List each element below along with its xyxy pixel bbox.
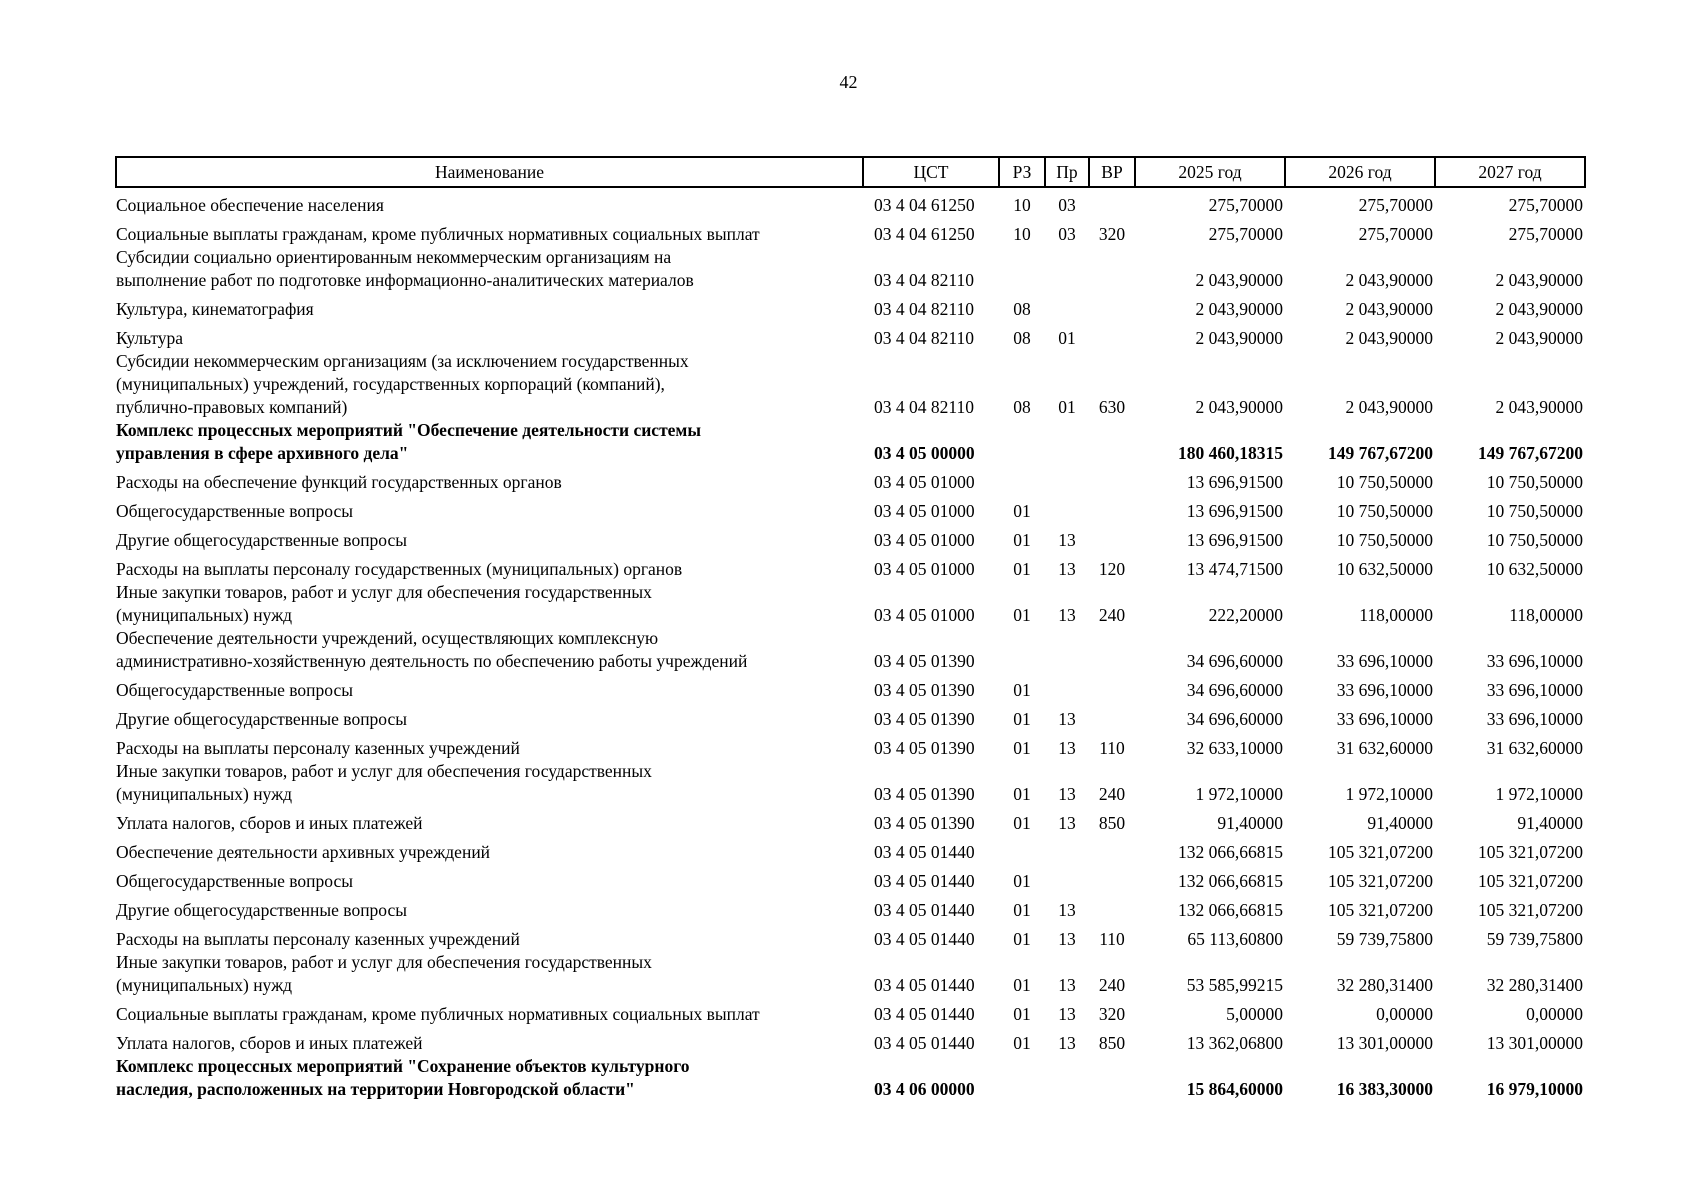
cell-rz: [999, 246, 1045, 292]
cell-y2026: 2 043,90000: [1345, 270, 1433, 290]
cell-y2025: 132 066,66815: [1178, 842, 1283, 862]
cell-y2025: 65 113,60800: [1187, 929, 1283, 949]
cell-y2027: 105 321,07200: [1478, 900, 1583, 920]
cell-name: [116, 419, 863, 465]
cell-name: [116, 523, 863, 552]
cell-y2026: 91,40000: [1367, 813, 1433, 833]
cell-pr: [1045, 292, 1089, 321]
table-row: [116, 760, 1585, 806]
table-row: [116, 494, 1585, 523]
cell-name: [116, 494, 863, 523]
table-row: [116, 864, 1585, 893]
cell-cst: 03 4 05 01390: [874, 784, 975, 804]
cell-rz: 01: [1013, 559, 1031, 579]
cell-name-line: Расходы на выплаты персоналу казенных учреждений: [116, 929, 520, 949]
cell-cst: 03 4 05 01440: [874, 975, 975, 995]
cell-y2027: 33 696,10000: [1486, 680, 1583, 700]
cell-name: [116, 552, 863, 581]
cell-cst: 03 4 05 01000: [874, 472, 975, 492]
cell-name-line: Субсидии социально ориентированным некоммерческим организациям на: [116, 247, 672, 267]
cell-vr: [1089, 673, 1135, 702]
cell-cst: 03 4 05 01440: [874, 900, 975, 920]
cell-pr: 13: [1058, 900, 1076, 920]
table-row: [116, 627, 1585, 673]
cell-y2026: 10 632,50000: [1336, 559, 1433, 579]
cell-rz: 08: [1013, 397, 1031, 417]
cell-rz: [999, 465, 1045, 494]
cell-name-line: Расходы на выплаты персоналу казенных учреждений: [116, 738, 520, 758]
cell-cst: 03 4 05 01000: [874, 530, 975, 550]
cell-pr: [1045, 1055, 1089, 1101]
cell-name: [116, 673, 863, 702]
cell-cst: 03 4 05 01390: [874, 738, 975, 758]
cell-rz: 01: [1013, 530, 1031, 550]
cell-y2026: 32 280,31400: [1336, 975, 1433, 995]
cell-y2027: 149 767,67200: [1478, 443, 1583, 463]
cell-y2025: 2 043,90000: [1195, 270, 1283, 290]
cell-rz: 01: [1013, 975, 1031, 995]
cell-vr: 110: [1099, 738, 1125, 758]
cell-y2027: 10 632,50000: [1486, 559, 1583, 579]
cell-cst: 03 4 05 01440: [874, 1033, 975, 1053]
cell-name: [116, 731, 863, 760]
cell-rz: 01: [1013, 680, 1031, 700]
cell-y2025: 34 696,60000: [1186, 709, 1283, 729]
page-number: 42: [839, 72, 858, 92]
cell-rz: 01: [1013, 1033, 1031, 1053]
cell-name-line: Другие общегосударственные вопросы: [116, 530, 408, 550]
cell-cst: 03 4 04 61250: [874, 195, 975, 215]
cell-y2025: 53 585,99215: [1186, 975, 1283, 995]
table-row: [116, 552, 1585, 581]
cell-name-line: Расходы на выплаты персоналу государственных (муниципальных) органов: [116, 559, 683, 579]
cell-cst: 03 4 05 01000: [874, 559, 975, 579]
cell-name-line: управления в сфере архивного дела": [116, 443, 409, 463]
cell-cst: 03 4 05 01390: [874, 813, 975, 833]
table-row: [116, 951, 1585, 997]
cell-y2025: 13 696,91500: [1186, 472, 1283, 492]
cell-y2025: 2 043,90000: [1195, 397, 1283, 417]
cell-rz: 01: [1013, 871, 1031, 891]
cell-cst: 03 4 05 01440: [874, 929, 975, 949]
cell-y2025: 275,70000: [1208, 195, 1283, 215]
cell-rz: 01: [1013, 709, 1031, 729]
cell-rz: [999, 419, 1045, 465]
cell-vr: [1089, 1055, 1135, 1101]
cell-vr: 240: [1098, 605, 1126, 625]
cell-y2027: 0,00000: [1526, 1004, 1583, 1024]
cell-y2026: 10 750,50000: [1336, 501, 1433, 521]
cell-y2025: 13 696,91500: [1186, 501, 1283, 521]
cell-name-line: Социальные выплаты гражданам, кроме публичных нормативных социальных выплат: [116, 1004, 760, 1024]
cell-name: [116, 835, 863, 864]
cell-name-line: Иные закупки товаров, работ и услуг для обеспечения государственных: [116, 761, 652, 781]
cell-name: [116, 1055, 863, 1101]
cell-rz: 01: [1013, 738, 1031, 758]
cell-cst: 03 4 05 01390: [874, 651, 975, 671]
cell-rz: 01: [1013, 1004, 1031, 1024]
cell-y2027: 91,40000: [1517, 813, 1583, 833]
cell-pr: [1045, 246, 1089, 292]
cell-name: [116, 187, 863, 217]
cell-name-line: (муниципальных) учреждений, государственных корпораций (компаний),: [116, 374, 665, 394]
cell-y2025: 2 043,90000: [1195, 328, 1283, 348]
cell-y2025: 132 066,66815: [1178, 900, 1283, 920]
table-row: [116, 673, 1585, 702]
cell-vr: 240: [1098, 784, 1126, 804]
cell-y2026: 33 696,10000: [1336, 709, 1433, 729]
cell-name-line: Расходы на обеспечение функций государственных органов: [116, 472, 562, 492]
cell-vr: [1089, 246, 1135, 292]
cell-name-line: Общегосударственные вопросы: [116, 501, 354, 521]
cell-y2026: 2 043,90000: [1345, 397, 1433, 417]
cell-y2025: 32 633,10000: [1186, 738, 1283, 758]
cell-y2026: 105 321,07200: [1328, 900, 1433, 920]
cell-name-line: Обеспечение деятельности архивных учреждений: [116, 842, 491, 862]
cell-y2027: 33 696,10000: [1486, 709, 1583, 729]
cell-pr: [1045, 419, 1089, 465]
cell-cst: 03 4 05 00000: [874, 443, 975, 463]
cell-y2025: 13 474,71500: [1186, 559, 1283, 579]
cell-y2025: 132 066,66815: [1178, 871, 1283, 891]
cell-pr: [1045, 673, 1089, 702]
cell-name-line: административно-хозяйственную деятельность по обеспечению работы учреждений: [116, 651, 748, 671]
cell-y2026: 118,00000: [1359, 605, 1433, 625]
table-row: [116, 702, 1585, 731]
cell-y2027: 1 972,10000: [1495, 784, 1583, 804]
cell-name: [116, 350, 863, 419]
table-row: [116, 523, 1585, 552]
cell-pr: 03: [1058, 224, 1076, 244]
cell-rz: 10: [1013, 224, 1031, 244]
cell-pr: [1045, 627, 1089, 673]
cell-vr: [1089, 893, 1135, 922]
cell-y2027: 2 043,90000: [1495, 299, 1583, 319]
table-row: [116, 997, 1585, 1026]
table-row: [116, 731, 1585, 760]
cell-pr: 13: [1058, 1004, 1076, 1024]
table-row: [116, 465, 1585, 494]
cell-pr: 03: [1058, 195, 1076, 215]
cell-vr: [1089, 292, 1135, 321]
cell-cst: 03 4 05 01440: [874, 871, 975, 891]
cell-name-line: (муниципальных) нужд: [116, 784, 293, 804]
cell-y2026: 2 043,90000: [1345, 299, 1433, 319]
cell-name-line: Социальное обеспечение населения: [116, 195, 384, 215]
cell-y2026: 149 767,67200: [1328, 443, 1433, 463]
table-body: [116, 187, 1585, 1101]
cell-pr: 13: [1058, 813, 1076, 833]
table-row: [116, 246, 1585, 292]
cell-name-line: Обеспечение деятельности учреждений, осуществляющих комплексную: [116, 628, 659, 648]
cell-name-line: публично-правовых компаний): [116, 397, 348, 417]
cell-name: [116, 922, 863, 951]
cell-pr: 13: [1058, 605, 1076, 625]
cell-y2027: 32 280,31400: [1486, 975, 1583, 995]
cell-pr: [1045, 465, 1089, 494]
cell-vr: 120: [1098, 559, 1126, 579]
cell-y2026: 105 321,07200: [1328, 842, 1433, 862]
cell-cst: 03 4 05 01440: [874, 1004, 975, 1024]
cell-y2026: 2 043,90000: [1345, 328, 1433, 348]
cell-name: [116, 292, 863, 321]
cell-y2025: 34 696,60000: [1186, 680, 1283, 700]
cell-y2027: 10 750,50000: [1486, 530, 1583, 550]
cell-name: [116, 864, 863, 893]
cell-cst: 03 4 05 01440: [874, 842, 975, 862]
cell-y2027: 10 750,50000: [1486, 501, 1583, 521]
column-header-cst: ЦСТ: [863, 157, 999, 187]
cell-pr: [1045, 864, 1089, 893]
cell-vr: 320: [1098, 224, 1126, 244]
cell-y2027: 33 696,10000: [1486, 651, 1583, 671]
cell-name-line: Другие общегосударственные вопросы: [116, 709, 408, 729]
cell-rz: 01: [1013, 929, 1031, 949]
column-header-rz: РЗ: [999, 157, 1045, 187]
column-header-2025: 2025 год: [1135, 157, 1285, 187]
cell-name-line: (муниципальных) нужд: [116, 605, 293, 625]
cell-y2026: 33 696,10000: [1336, 651, 1433, 671]
cell-y2025: 2 043,90000: [1195, 299, 1283, 319]
column-header-2027: 2027 год: [1435, 157, 1585, 187]
cell-y2027: 2 043,90000: [1495, 270, 1583, 290]
column-header-name: Наименование: [116, 157, 863, 187]
cell-name: [116, 627, 863, 673]
cell-y2027: 275,70000: [1508, 195, 1583, 215]
cell-y2025: 13 362,06800: [1186, 1033, 1283, 1053]
cell-cst: 03 4 05 01390: [874, 680, 975, 700]
cell-name: [116, 581, 863, 627]
table-row: [116, 321, 1585, 350]
cell-name: [116, 465, 863, 494]
cell-pr: [1045, 494, 1089, 523]
table-row: [116, 806, 1585, 835]
cell-name-line: Комплекс процессных мероприятий "Сохранение объектов культурного: [116, 1056, 690, 1076]
table-row: [116, 1055, 1585, 1101]
cell-name-line: Иные закупки товаров, работ и услуг для обеспечения государственных: [116, 952, 652, 972]
cell-y2026: 105 321,07200: [1328, 871, 1433, 891]
cell-y2026: 13 301,00000: [1336, 1033, 1433, 1053]
cell-pr: 01: [1058, 397, 1076, 417]
cell-name-line: наследия, расположенных на территории Новгородской области": [116, 1079, 635, 1099]
cell-name-line: Общегосударственные вопросы: [116, 680, 354, 700]
cell-vr: [1089, 627, 1135, 673]
cell-cst: 03 4 04 82110: [874, 397, 974, 417]
cell-y2025: 91,40000: [1217, 813, 1283, 833]
table-row: [116, 1026, 1585, 1055]
cell-pr: [1045, 835, 1089, 864]
cell-y2027: 13 301,00000: [1486, 1033, 1583, 1053]
cell-cst: 03 4 05 01000: [874, 605, 975, 625]
cell-name-line: Уплата налогов, сборов и иных платежей: [116, 1033, 423, 1053]
cell-pr: 13: [1058, 1033, 1076, 1053]
cell-name-line: (муниципальных) нужд: [116, 975, 293, 995]
cell-y2025: 222,20000: [1208, 605, 1283, 625]
cell-cst: 03 4 06 00000: [874, 1079, 975, 1099]
cell-pr: 13: [1058, 929, 1076, 949]
table-row: [116, 922, 1585, 951]
cell-y2026: 59 739,75800: [1336, 929, 1433, 949]
cell-name: [116, 217, 863, 246]
column-header-vr: ВР: [1089, 157, 1135, 187]
cell-rz: 08: [1013, 328, 1031, 348]
cell-y2026: 16 383,30000: [1336, 1079, 1433, 1099]
cell-name: [116, 997, 863, 1026]
cell-vr: [1089, 494, 1135, 523]
cell-vr: [1089, 835, 1135, 864]
cell-name-line: Культура: [116, 328, 184, 348]
cell-y2025: 13 696,91500: [1186, 530, 1283, 550]
cell-rz: [999, 627, 1045, 673]
cell-pr: 13: [1058, 738, 1076, 758]
cell-vr: [1089, 187, 1135, 217]
cell-vr: [1089, 864, 1135, 893]
cell-name-line: Культура, кинематография: [116, 299, 314, 319]
cell-vr: [1089, 419, 1135, 465]
cell-vr: 850: [1098, 1033, 1126, 1053]
cell-rz: 01: [1013, 501, 1031, 521]
cell-name-line: выполнение работ по подготовке информационно-аналитических материалов: [116, 270, 694, 290]
cell-y2027: 31 632,60000: [1486, 738, 1583, 758]
cell-rz: 08: [1013, 299, 1031, 319]
table-row: [116, 835, 1585, 864]
cell-name: [116, 321, 863, 350]
table-row: [116, 419, 1585, 465]
column-header-pr: Пр: [1045, 157, 1089, 187]
cell-name: [116, 246, 863, 292]
cell-name-line: Субсидии некоммерческим организациям (за исключением государственных: [116, 351, 689, 371]
cell-cst: 03 4 05 01000: [874, 501, 975, 521]
cell-pr: 13: [1058, 559, 1076, 579]
cell-name: [116, 702, 863, 731]
table-row: [116, 292, 1585, 321]
cell-rz: 10: [1013, 195, 1031, 215]
cell-y2027: 105 321,07200: [1478, 871, 1583, 891]
cell-y2027: 2 043,90000: [1495, 328, 1583, 348]
cell-y2027: 275,70000: [1508, 224, 1583, 244]
cell-name: [116, 806, 863, 835]
cell-y2026: 31 632,60000: [1336, 738, 1433, 758]
cell-vr: 850: [1098, 813, 1126, 833]
cell-y2027: 118,00000: [1509, 605, 1583, 625]
cell-cst: 03 4 04 82110: [874, 328, 974, 348]
cell-pr: 13: [1058, 709, 1076, 729]
cell-vr: 630: [1098, 397, 1126, 417]
cell-y2027: 105 321,07200: [1478, 842, 1583, 862]
cell-cst: 03 4 04 61250: [874, 224, 975, 244]
cell-rz: 01: [1013, 900, 1031, 920]
table-row: [116, 581, 1585, 627]
cell-y2025: 15 864,60000: [1186, 1079, 1283, 1099]
cell-pr: 13: [1058, 784, 1076, 804]
budget-table: [115, 156, 1586, 1101]
cell-vr: 110: [1099, 929, 1125, 949]
cell-y2025: 5,00000: [1226, 1004, 1283, 1024]
cell-vr: [1089, 702, 1135, 731]
table-row: [116, 893, 1585, 922]
table-row: [116, 217, 1585, 246]
cell-name-line: Социальные выплаты гражданам, кроме публичных нормативных социальных выплат: [116, 224, 760, 244]
cell-y2027: 59 739,75800: [1486, 929, 1583, 949]
table-row: [116, 187, 1585, 217]
cell-vr: [1089, 465, 1135, 494]
cell-cst: 03 4 04 82110: [874, 299, 974, 319]
cell-pr: 13: [1058, 975, 1076, 995]
cell-vr: [1089, 321, 1135, 350]
cell-pr: 01: [1058, 328, 1076, 348]
cell-name: [116, 893, 863, 922]
cell-name-line: Уплата налогов, сборов и иных платежей: [116, 813, 423, 833]
cell-y2027: 16 979,10000: [1486, 1079, 1583, 1099]
cell-y2026: 275,70000: [1358, 195, 1433, 215]
cell-y2025: 34 696,60000: [1186, 651, 1283, 671]
cell-name-line: Другие общегосударственные вопросы: [116, 900, 408, 920]
cell-rz: 01: [1013, 784, 1031, 804]
cell-name: [116, 951, 863, 997]
cell-cst: 03 4 04 82110: [874, 270, 974, 290]
column-header-2026: 2026 год: [1285, 157, 1435, 187]
cell-name: [116, 1026, 863, 1055]
cell-y2027: 10 750,50000: [1486, 472, 1583, 492]
cell-name-line: Иные закупки товаров, работ и услуг для обеспечения государственных: [116, 582, 652, 602]
cell-y2026: 33 696,10000: [1336, 680, 1433, 700]
cell-rz: [999, 1055, 1045, 1101]
cell-cst: 03 4 05 01390: [874, 709, 975, 729]
cell-rz: 01: [1013, 605, 1031, 625]
cell-vr: 320: [1098, 1004, 1126, 1024]
cell-vr: [1089, 523, 1135, 552]
cell-y2026: 10 750,50000: [1336, 530, 1433, 550]
cell-name-line: Общегосударственные вопросы: [116, 871, 354, 891]
cell-y2025: 275,70000: [1208, 224, 1283, 244]
cell-rz: 01: [1013, 813, 1031, 833]
cell-y2025: 1 972,10000: [1195, 784, 1283, 804]
cell-name: [116, 760, 863, 806]
cell-y2026: 1 972,10000: [1345, 784, 1433, 804]
cell-y2026: 10 750,50000: [1336, 472, 1433, 492]
cell-y2025: 180 460,18315: [1178, 443, 1283, 463]
cell-name-line: Комплекс процессных мероприятий "Обеспечение деятельности системы: [116, 420, 702, 440]
cell-y2026: 275,70000: [1358, 224, 1433, 244]
table-row: [116, 350, 1585, 419]
cell-y2027: 2 043,90000: [1495, 397, 1583, 417]
cell-pr: 13: [1058, 530, 1076, 550]
cell-rz: [999, 835, 1045, 864]
cell-y2026: 0,00000: [1376, 1004, 1433, 1024]
cell-vr: 240: [1098, 975, 1126, 995]
table-header: [116, 157, 1585, 187]
